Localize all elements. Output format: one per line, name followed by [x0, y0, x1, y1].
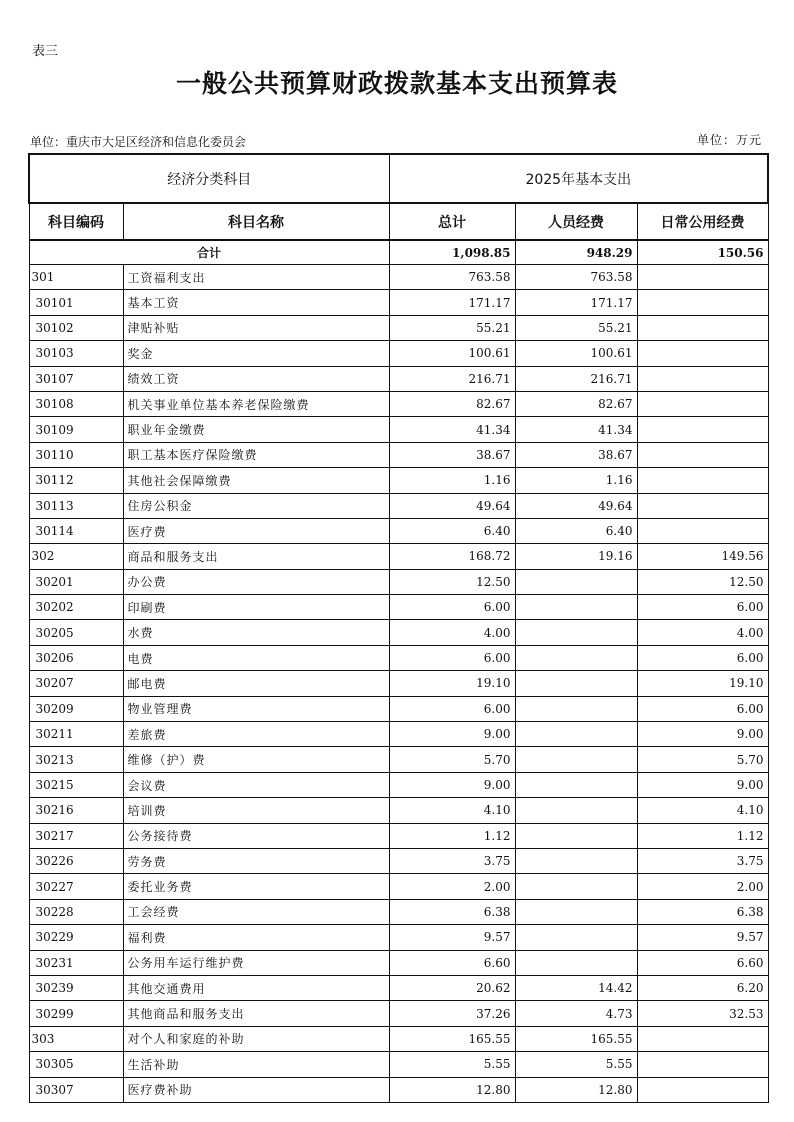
cell-personnel [515, 747, 637, 772]
cell-name: 职工基本医疗保险缴费 [123, 442, 389, 467]
budget-table [28, 153, 769, 1103]
cell-code: 30101 [29, 290, 123, 315]
table-row [29, 950, 768, 975]
cell-personnel: 49.64 [515, 493, 637, 518]
cell-total: 2.00 [389, 874, 515, 899]
cell-public [637, 315, 768, 340]
cell-personnel [515, 595, 637, 620]
cell-personnel [515, 848, 637, 873]
cell-personnel [515, 925, 637, 950]
cell-personnel: 1.16 [515, 468, 637, 493]
cell-personnel [515, 569, 637, 594]
cell-public: 5.70 [637, 747, 768, 772]
header-row-columns [29, 203, 768, 240]
cell-public: 6.00 [637, 645, 768, 670]
cell-code: 30231 [29, 950, 123, 975]
cell-name: 机关事业单位基本养老保险缴费 [123, 391, 389, 416]
total-row [29, 240, 768, 265]
cell-code: 30213 [29, 747, 123, 772]
cell-code: 30202 [29, 595, 123, 620]
cell-name: 其他交通费用 [123, 975, 389, 1000]
cell-total: 38.67 [389, 442, 515, 467]
cell-name: 对个人和家庭的补助 [123, 1026, 389, 1051]
cell-name: 维修（护）费 [123, 747, 389, 772]
table-row [29, 620, 768, 645]
cell-public: 6.20 [637, 975, 768, 1000]
cell-public: 9.57 [637, 925, 768, 950]
table-row [29, 798, 768, 823]
cell-code: 30102 [29, 315, 123, 340]
header-personnel: 人员经费 [515, 203, 637, 240]
header-code: 科目编码 [29, 203, 123, 240]
cell-total: 41.34 [389, 417, 515, 442]
cell-name: 医疗费 [123, 518, 389, 543]
cell-name: 水费 [123, 620, 389, 645]
cell-personnel [515, 772, 637, 797]
table-row [29, 442, 768, 467]
table-row [29, 391, 768, 416]
table-row [29, 1026, 768, 1051]
table-row [29, 747, 768, 772]
cell-personnel: 100.61 [515, 341, 637, 366]
cell-code: 30109 [29, 417, 123, 442]
header-name: 科目名称 [123, 203, 389, 240]
cell-name: 生活补助 [123, 1052, 389, 1077]
table-label: 表三 [32, 44, 59, 59]
cell-name: 其他商品和服务支出 [123, 1001, 389, 1026]
cell-public: 19.10 [637, 671, 768, 696]
header-econ-category: 经济分类科目 [29, 154, 389, 203]
table-row [29, 975, 768, 1000]
cell-name: 培训费 [123, 798, 389, 823]
cell-name: 物业管理费 [123, 696, 389, 721]
cell-name: 其他社会保障缴费 [123, 468, 389, 493]
cell-name: 绩效工资 [123, 366, 389, 391]
cell-public [637, 366, 768, 391]
total-personnel: 948.29 [515, 240, 637, 265]
cell-code: 302 [29, 544, 123, 569]
cell-total: 165.55 [389, 1026, 515, 1051]
cell-total: 19.10 [389, 671, 515, 696]
cell-total: 4.00 [389, 620, 515, 645]
cell-personnel: 5.55 [515, 1052, 637, 1077]
cell-personnel: 41.34 [515, 417, 637, 442]
cell-public [637, 1052, 768, 1077]
header-row-group [29, 154, 768, 203]
cell-public [637, 290, 768, 315]
cell-code: 30114 [29, 518, 123, 543]
cell-personnel [515, 645, 637, 670]
cell-total: 5.70 [389, 747, 515, 772]
cell-name: 津贴补贴 [123, 315, 389, 340]
cell-total: 3.75 [389, 848, 515, 873]
cell-total: 6.00 [389, 645, 515, 670]
cell-total: 5.55 [389, 1052, 515, 1077]
cell-code: 301 [29, 265, 123, 290]
cell-public [637, 518, 768, 543]
cell-personnel [515, 823, 637, 848]
table-row [29, 1001, 768, 1026]
cell-total: 20.62 [389, 975, 515, 1000]
cell-code: 30108 [29, 391, 123, 416]
cell-total: 6.00 [389, 696, 515, 721]
cell-total: 55.21 [389, 315, 515, 340]
header-total: 总计 [389, 203, 515, 240]
cell-name: 差旅费 [123, 722, 389, 747]
cell-code: 30215 [29, 772, 123, 797]
table-row [29, 671, 768, 696]
cell-total: 6.60 [389, 950, 515, 975]
cell-personnel: 38.67 [515, 442, 637, 467]
table-row [29, 493, 768, 518]
table-row [29, 1052, 768, 1077]
cell-name: 印刷费 [123, 595, 389, 620]
cell-personnel: 12.80 [515, 1077, 637, 1102]
cell-personnel: 4.73 [515, 1001, 637, 1026]
cell-name: 医疗费补助 [123, 1077, 389, 1102]
cell-public [637, 493, 768, 518]
cell-public: 3.75 [637, 848, 768, 873]
cell-personnel [515, 696, 637, 721]
cell-public: 6.38 [637, 899, 768, 924]
cell-code: 30209 [29, 696, 123, 721]
cell-name: 工资福利支出 [123, 265, 389, 290]
cell-name: 公务接待费 [123, 823, 389, 848]
cell-personnel [515, 798, 637, 823]
cell-name: 福利费 [123, 925, 389, 950]
cell-personnel [515, 671, 637, 696]
cell-code: 30107 [29, 366, 123, 391]
cell-public [637, 1026, 768, 1051]
table-row [29, 366, 768, 391]
cell-public [637, 468, 768, 493]
cell-total: 12.80 [389, 1077, 515, 1102]
cell-public: 149.56 [637, 544, 768, 569]
cell-public: 2.00 [637, 874, 768, 899]
table-row [29, 1077, 768, 1102]
cell-code: 303 [29, 1026, 123, 1051]
cell-code: 30201 [29, 569, 123, 594]
cell-name: 公务用车运行维护费 [123, 950, 389, 975]
cell-total: 12.50 [389, 569, 515, 594]
cell-public: 4.00 [637, 620, 768, 645]
cell-public: 9.00 [637, 772, 768, 797]
table-row [29, 468, 768, 493]
cell-name: 工会经费 [123, 899, 389, 924]
cell-total: 49.64 [389, 493, 515, 518]
cell-personnel [515, 874, 637, 899]
table-row [29, 925, 768, 950]
table-row [29, 874, 768, 899]
cell-public: 6.60 [637, 950, 768, 975]
cell-code: 30110 [29, 442, 123, 467]
cell-personnel: 171.17 [515, 290, 637, 315]
table-row [29, 518, 768, 543]
cell-total: 9.57 [389, 925, 515, 950]
table-row [29, 265, 768, 290]
table-row [29, 544, 768, 569]
cell-public: 32.53 [637, 1001, 768, 1026]
cell-name: 奖金 [123, 341, 389, 366]
table-row [29, 315, 768, 340]
cell-total: 37.26 [389, 1001, 515, 1026]
cell-personnel: 55.21 [515, 315, 637, 340]
unit-currency: 单位：万元 [696, 133, 762, 147]
cell-name: 劳务费 [123, 848, 389, 873]
table-row [29, 899, 768, 924]
cell-name: 会议费 [123, 772, 389, 797]
table-row [29, 569, 768, 594]
cell-personnel: 19.16 [515, 544, 637, 569]
cell-personnel [515, 620, 637, 645]
cell-code: 30206 [29, 645, 123, 670]
cell-total: 168.72 [389, 544, 515, 569]
cell-name: 邮电费 [123, 671, 389, 696]
cell-code: 30228 [29, 899, 123, 924]
table-row [29, 722, 768, 747]
cell-personnel: 763.58 [515, 265, 637, 290]
cell-code: 30103 [29, 341, 123, 366]
table-row [29, 595, 768, 620]
cell-code: 30239 [29, 975, 123, 1000]
cell-code: 30205 [29, 620, 123, 645]
total-public: 150.56 [637, 240, 768, 265]
cell-personnel [515, 950, 637, 975]
table-row [29, 696, 768, 721]
cell-total: 9.00 [389, 772, 515, 797]
cell-public [637, 442, 768, 467]
cell-code: 30307 [29, 1077, 123, 1102]
cell-total: 216.71 [389, 366, 515, 391]
table-row [29, 823, 768, 848]
cell-code: 30229 [29, 925, 123, 950]
total-label: 合计 [29, 240, 389, 265]
cell-total: 4.10 [389, 798, 515, 823]
cell-public: 6.00 [637, 595, 768, 620]
cell-name: 委托业务费 [123, 874, 389, 899]
cell-public: 9.00 [637, 722, 768, 747]
cell-code: 30216 [29, 798, 123, 823]
cell-personnel: 14.42 [515, 975, 637, 1000]
cell-personnel: 216.71 [515, 366, 637, 391]
header-basic-expenditure: 2025年基本支出 [389, 154, 768, 203]
cell-public [637, 417, 768, 442]
cell-public: 6.00 [637, 696, 768, 721]
cell-total: 100.61 [389, 341, 515, 366]
cell-code: 30305 [29, 1052, 123, 1077]
cell-code: 30112 [29, 468, 123, 493]
cell-code: 30226 [29, 848, 123, 873]
cell-total: 6.00 [389, 595, 515, 620]
cell-public: 1.12 [637, 823, 768, 848]
cell-total: 763.58 [389, 265, 515, 290]
page-title: 一般公共预算财政拨款基本支出预算表 [175, 69, 618, 98]
cell-total: 6.40 [389, 518, 515, 543]
cell-public [637, 265, 768, 290]
cell-name: 电费 [123, 645, 389, 670]
cell-total: 6.38 [389, 899, 515, 924]
cell-code: 30207 [29, 671, 123, 696]
cell-total: 171.17 [389, 290, 515, 315]
cell-name: 商品和服务支出 [123, 544, 389, 569]
cell-name: 办公费 [123, 569, 389, 594]
cell-total: 82.67 [389, 391, 515, 416]
cell-personnel [515, 722, 637, 747]
cell-public [637, 391, 768, 416]
cell-personnel [515, 899, 637, 924]
cell-public [637, 341, 768, 366]
cell-code: 30113 [29, 493, 123, 518]
cell-code: 30217 [29, 823, 123, 848]
total-total: 1,098.85 [389, 240, 515, 265]
cell-code: 30299 [29, 1001, 123, 1026]
cell-total: 1.16 [389, 468, 515, 493]
cell-public: 12.50 [637, 569, 768, 594]
table-row [29, 341, 768, 366]
cell-total: 9.00 [389, 722, 515, 747]
table-row [29, 848, 768, 873]
table-row [29, 772, 768, 797]
cell-code: 30211 [29, 722, 123, 747]
cell-personnel: 6.40 [515, 518, 637, 543]
unit-organization: 单位：重庆市大足区经济和信息化委员会 [30, 135, 247, 149]
table-row [29, 290, 768, 315]
cell-public: 4.10 [637, 798, 768, 823]
cell-public [637, 1077, 768, 1102]
table-row [29, 417, 768, 442]
cell-name: 基本工资 [123, 290, 389, 315]
cell-total: 1.12 [389, 823, 515, 848]
cell-name: 职业年金缴费 [123, 417, 389, 442]
cell-code: 30227 [29, 874, 123, 899]
cell-personnel: 82.67 [515, 391, 637, 416]
cell-name: 住房公积金 [123, 493, 389, 518]
table-row [29, 645, 768, 670]
cell-personnel: 165.55 [515, 1026, 637, 1051]
header-public: 日常公用经费 [637, 203, 768, 240]
